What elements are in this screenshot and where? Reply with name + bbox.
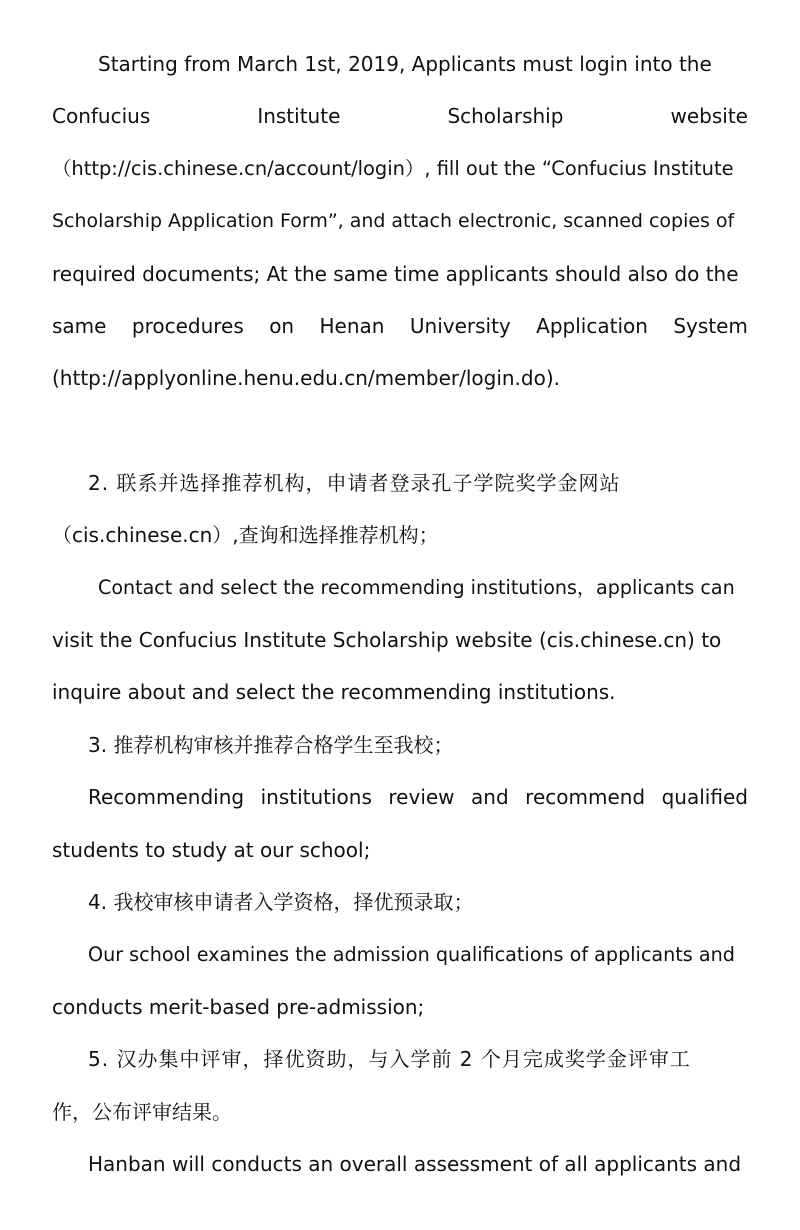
document-page: [52, 38, 748, 1191]
word: Recommending: [88, 785, 245, 810]
paragraph-step-4-en: [52, 929, 748, 1034]
paragraph-step-5-en: [52, 1138, 748, 1190]
word: Scholarship: [447, 104, 564, 129]
word: System: [673, 314, 748, 339]
text-line: Contact and select the recommending institutions，applicants can: [98, 575, 735, 599]
word: Institute: [257, 104, 341, 129]
text-line: （http://cis.chinese.cn/account/login）, fill out the “Confucius Institute: [52, 156, 734, 180]
word: Henan: [319, 314, 385, 339]
text-line: （cis.chinese.cn）,查询和选择推荐机构；: [52, 523, 439, 548]
text-line: students to study at our school;: [52, 837, 371, 862]
paragraph-step-2-en: [52, 562, 748, 719]
paragraph-step-3-en: [52, 771, 748, 876]
word: review: [388, 785, 455, 810]
text-line: inquire about and select the recommending institutions.: [52, 680, 616, 705]
text-line-justified: [52, 771, 748, 823]
text-line: Our school examines the admission qualifications of applicants and: [88, 942, 735, 966]
text-line: 5. 汉办集中评审，择优资助，与入学前 2 个月完成奖学金评审工: [88, 1047, 691, 1072]
word: institutions: [260, 785, 372, 810]
word: on: [269, 314, 295, 339]
word: Application: [536, 314, 648, 339]
paragraph-step-2-cn: [52, 457, 748, 562]
paragraph-step-4-cn: [52, 876, 748, 928]
text-line-content: Starting from March 1st, 2019, Applicants must login into the: [98, 52, 712, 76]
word: procedures: [131, 314, 244, 339]
text-line: 作，公布评审结果。: [52, 1099, 232, 1124]
paragraph-step-3-cn: [52, 719, 748, 771]
text-line: (http://applyonline.henu.edu.cn/member/login.do).: [52, 366, 561, 391]
text-line: conducts merit-based pre-admission;: [52, 994, 425, 1019]
word: website: [670, 104, 748, 129]
text-line: required documents; At the same time applicants should also do the: [52, 261, 739, 286]
word: qualified: [661, 785, 748, 810]
paragraph-login-instructions: [52, 38, 748, 405]
text-line: visit the Confucius Institute Scholarship website (cis.chinese.cn) to: [52, 628, 722, 653]
text-line-justified: [52, 90, 748, 142]
text-line: Scholarship Application Form”, and attach electronic, scanned copies of: [52, 210, 735, 233]
text-line-justified: [52, 300, 748, 352]
paragraph-step-5-cn: [52, 1033, 748, 1138]
word: recommend: [525, 785, 646, 810]
word: University: [409, 314, 511, 339]
word: and: [471, 785, 509, 810]
text-line: 2. 联系并选择推荐机构，申请者登录孔子学院奖学金网站: [88, 470, 621, 495]
text-line: [52, 38, 748, 90]
text-line: 3. 推荐机构审核并推荐合格学生至我校；: [88, 732, 454, 757]
paragraph-spacer: [52, 405, 748, 457]
text-line: 4. 我校审核申请者入学资格，择优预录取；: [88, 890, 474, 915]
word: same: [52, 314, 107, 339]
word: Confucius: [52, 104, 151, 129]
text-line: Hanban will conducts an overall assessment of all applicants and: [88, 1152, 742, 1177]
